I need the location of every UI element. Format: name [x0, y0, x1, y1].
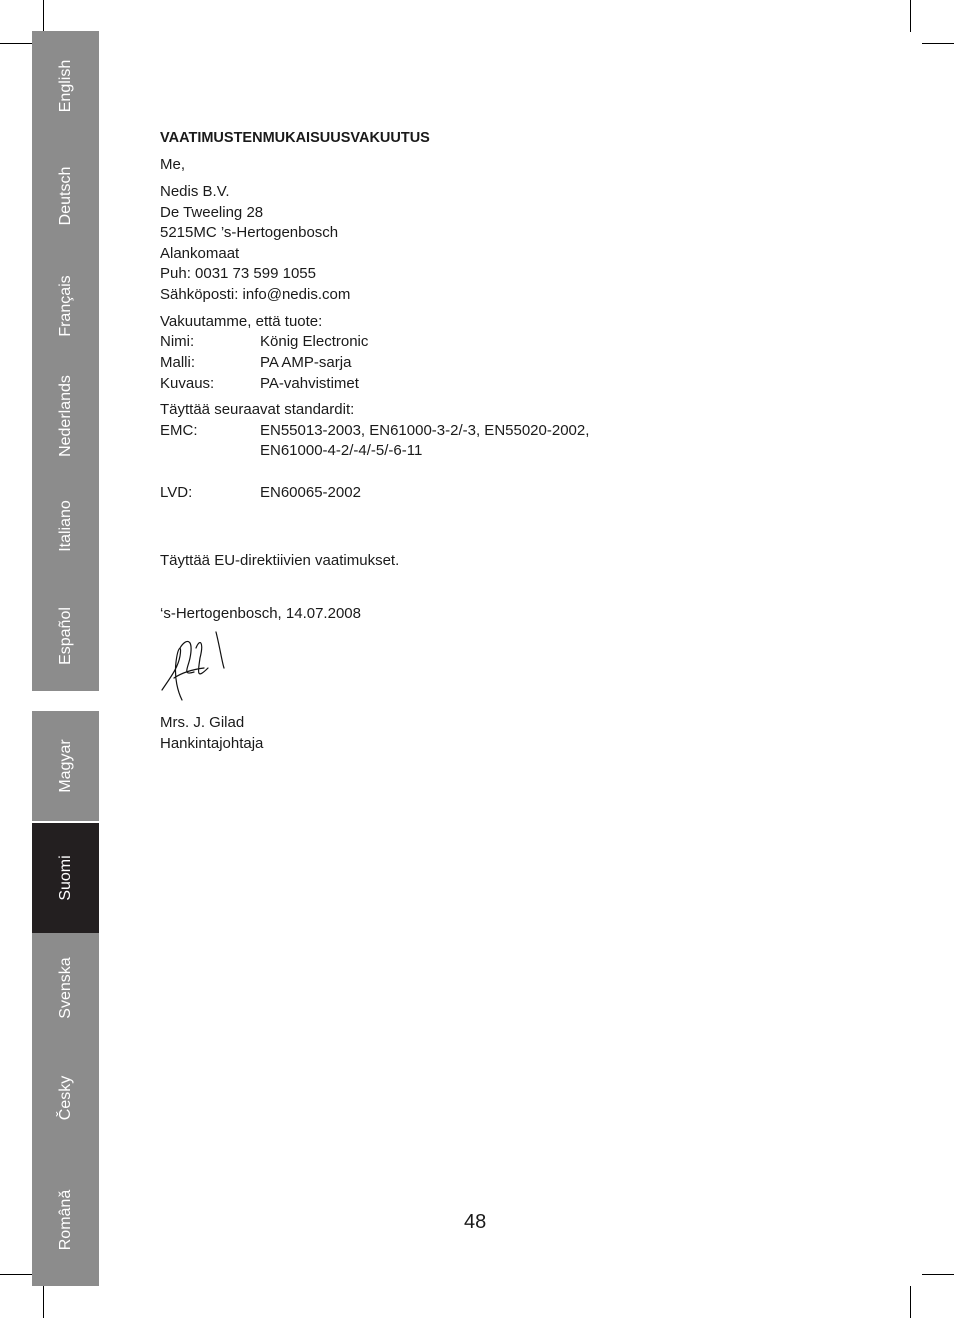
- greeting: Me,: [160, 156, 186, 173]
- company-email: Sähköposti: info@nedis.com: [160, 286, 351, 303]
- tab-label: Italiano: [56, 500, 74, 552]
- product-name-value: König Electronic: [260, 333, 369, 350]
- product-model-label: Malli:: [160, 354, 196, 371]
- tab-magyar[interactable]: [32, 711, 99, 821]
- language-tabs: [32, 31, 99, 1286]
- company-country: Alankomaat: [160, 245, 240, 262]
- page-number: 48: [464, 1211, 487, 1233]
- tab-nederlands[interactable]: [32, 361, 99, 471]
- crop-mark: [0, 1274, 32, 1275]
- document-title: VAATIMUSTENMUKAISUUSVAKUUTUS: [160, 130, 430, 146]
- tab-deutsch[interactable]: [32, 141, 99, 251]
- tab-label: Deutsch: [56, 166, 74, 226]
- tab-cesky[interactable]: [32, 1043, 99, 1153]
- lvd-value: EN60065-2002: [260, 484, 361, 501]
- tab-francais[interactable]: [32, 251, 99, 361]
- signer-name: Mrs. J. Gilad: [160, 714, 245, 731]
- tab-suomi[interactable]: [32, 823, 99, 933]
- place-date: ‘s-Hertogenbosch, 14.07.2008: [160, 605, 361, 622]
- emc-value-line-1: EN55013-2003, EN61000-3-2/-3, EN55020-2002,: [260, 422, 590, 439]
- signer-title: Hankintajohtaja: [160, 735, 264, 752]
- tab-label: English: [56, 59, 74, 113]
- crop-mark: [922, 43, 954, 44]
- crop-mark: [43, 1286, 44, 1318]
- crop-mark: [922, 1274, 954, 1275]
- standards-intro: Täyttää seuraavat standardit:: [160, 401, 355, 418]
- product-intro: Vakuutamme, että tuote:: [160, 313, 323, 330]
- emc-value-line-2: EN61000-4-2/-4/-5/-6-11: [260, 442, 423, 459]
- product-name-label: Nimi:: [160, 333, 195, 350]
- tab-label: Français: [56, 275, 74, 337]
- signature: [160, 628, 230, 706]
- company-street: De Tweeling 28: [160, 204, 264, 221]
- lvd-label: LVD:: [160, 484, 193, 501]
- company-phone: Puh: 0031 73 599 1055: [160, 265, 316, 282]
- compliance-statement: Täyttää EU-direktiivien vaatimukset.: [160, 552, 400, 569]
- tab-label: Svenska: [56, 957, 74, 1019]
- crop-mark: [910, 1286, 911, 1318]
- tab-label: Nederlands: [56, 375, 74, 457]
- company-city: 5215MC ’s-Hertogenbosch: [160, 224, 339, 241]
- tab-label: Suomi: [56, 855, 74, 901]
- tab-label: Magyar: [56, 739, 74, 793]
- tab-espanol[interactable]: [32, 581, 99, 691]
- crop-mark: [0, 43, 32, 44]
- product-desc-label: Kuvaus:: [160, 375, 215, 392]
- crop-mark: [910, 0, 911, 32]
- tab-label: Românǎ: [56, 1189, 74, 1250]
- tab-italiano[interactable]: [32, 471, 99, 581]
- product-desc-value: PA-vahvistimet: [260, 375, 359, 392]
- emc-label: EMC:: [160, 422, 198, 439]
- tab-romana[interactable]: [32, 1153, 99, 1286]
- tab-svenska[interactable]: [32, 933, 99, 1043]
- tab-label: Español: [56, 607, 74, 665]
- company-name: Nedis B.V.: [160, 183, 230, 200]
- tab-english[interactable]: [32, 31, 99, 141]
- product-model-value: PA AMP-sarja: [260, 354, 352, 371]
- crop-mark: [43, 0, 44, 32]
- tab-label: Česky: [56, 1075, 74, 1121]
